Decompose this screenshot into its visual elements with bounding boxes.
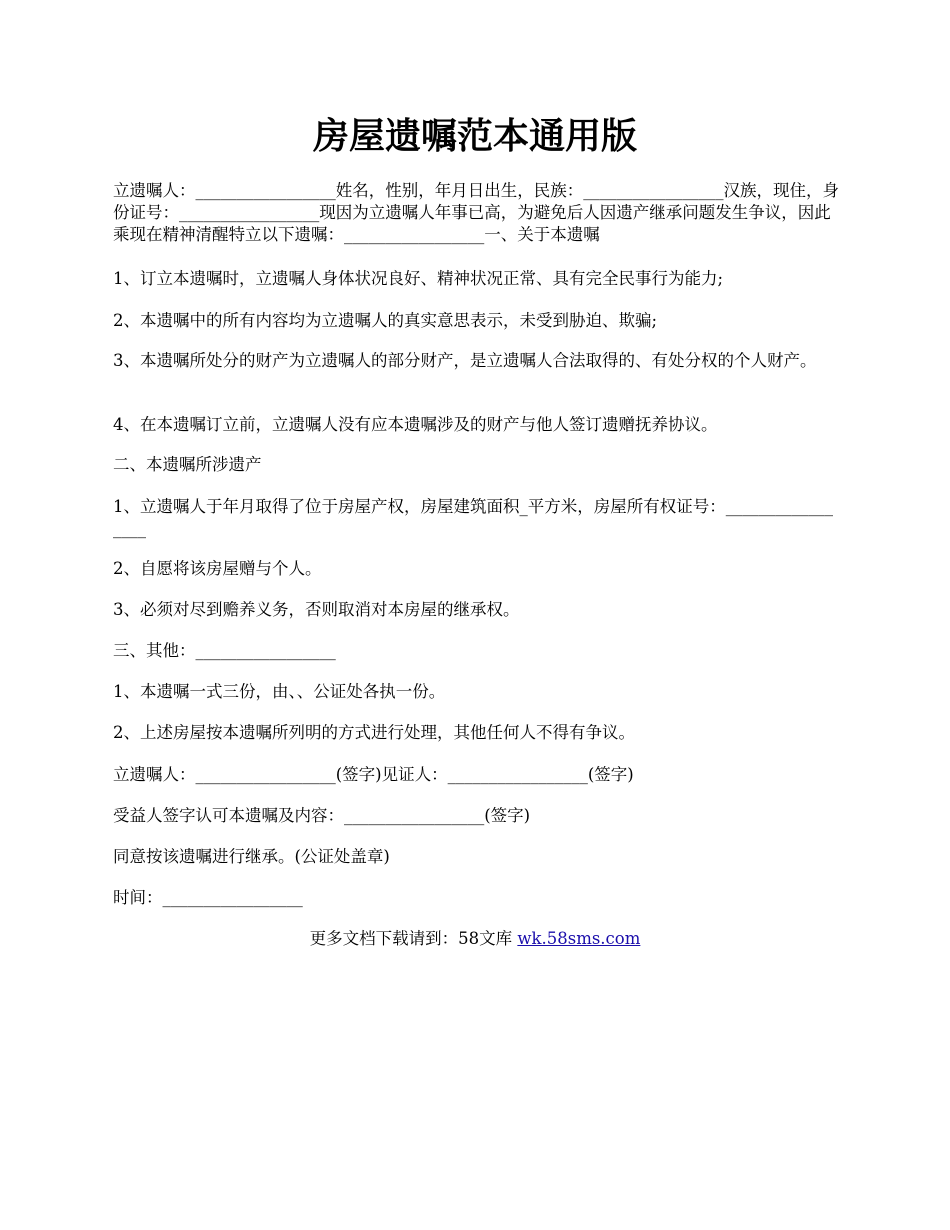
paragraph-clause-2-1: 1、立遗嘱人于年月取得了位于房屋产权，房屋建筑面积_平方米，房屋所有权证号：_________________ [113, 497, 833, 538]
paragraph-clause-1-2: 2、本遗嘱中的所有内容均为立遗嘱人的真实意思表示，未受到胁迫、欺骗; [113, 311, 658, 330]
date-line: 时间：_________________ [113, 888, 303, 907]
paragraph-clause-2-2: 2、自愿将该房屋赠与个人。 [113, 559, 322, 578]
signature-line-testator-witness: 立遗嘱人：_________________(签字)见证人：_________________(签字) [113, 765, 634, 784]
section-heading-2: 二、本遗嘱所涉遗产 [113, 455, 262, 474]
footer-link[interactable]: wk.58sms.com [517, 929, 641, 948]
paragraph-clause-2-3: 3、必须对尽到赡养义务，否则取消对本房屋的继承权。 [113, 600, 520, 619]
document-title: 房屋遗嘱范本通用版 [312, 115, 637, 157]
paragraph-clause-3-1: 1、本遗嘱一式三份，由、、公证处各执一份。 [113, 682, 446, 701]
paragraph-clause-1-1: 1、订立本遗嘱时，立遗嘱人身体状况良好、精神状况正常、具有完全民事行为能力; [113, 269, 724, 288]
signature-line-beneficiary: 受益人签字认可本遗嘱及内容：_________________(签字) [113, 806, 531, 825]
notary-line: 同意按该遗嘱进行继承。(公证处盖章) [113, 847, 390, 866]
footer [0, 928, 950, 950]
paragraph-intro: 立遗嘱人：_________________姓名，性别，年月日出生，民族：_________________汉族，现住，身份证号：_________________现因为立遗嘱人年事已高，为避免后人因遗产继承问题发生争议，因此乘现在精神清醒特立以下遗嘱：_________________一、关于本遗嘱 [113, 181, 839, 244]
paragraph-clause-1-4: 4、在本遗嘱订立前，立遗嘱人没有应本遗嘱涉及的财产与他人签订遗赠抚养协议。 [113, 415, 718, 434]
footer-text: 更多文档下载请到：58文库 [309, 929, 518, 948]
section-heading-3: 三、其他：_________________ [113, 641, 336, 660]
paragraph-clause-1-3: 3、本遗嘱所处分的财产为立遗嘱人的部分财产，是立遗嘱人合法取得的、有处分权的个人财产。 [113, 351, 817, 370]
paragraph-clause-3-2: 2、上述房屋按本遗嘱所列明的方式进行处理，其他任何人不得有争议。 [113, 723, 635, 742]
